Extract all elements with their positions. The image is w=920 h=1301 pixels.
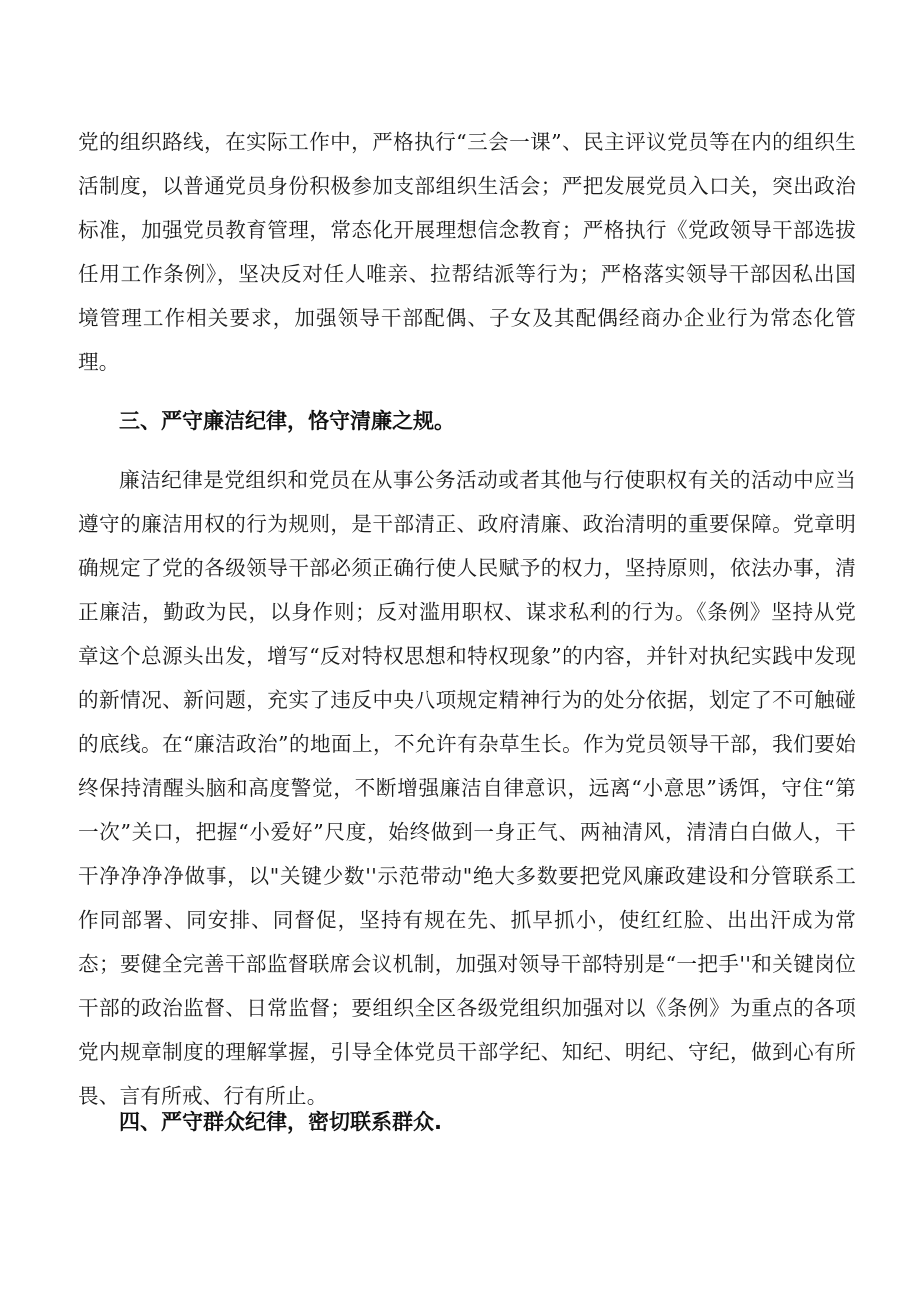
section-heading-integrity-discipline: 三、严守廉洁纪律，恪守清廉之规。 (119, 409, 455, 433)
body-paragraph-continued: 党的组织路线，在实际工作中，严格执行“三会一课”、民主评议党员等在内的组织生活制度，以普通党员身份积极参加支部组织生活会；严把发展党员入口关，突出政治标准，加强党员教育管理，常态化开展理想信念教育；严格执行《党政领导干部选拔任用工作条例》，坚决反对任人唯亲、拉帮结派等行为；严格落实领导干部因私出国境管理工作相关要求，加强领导干部配偶、子女及其配偶经商办企业行为常态化管理。 (78, 130, 856, 374)
section-heading-mass-discipline: 四、严守群众纪律，密切联系群众. (119, 1110, 442, 1134)
body-paragraph-integrity: 廉洁纪律是党组织和党员在从事公务活动或者其他与行使职权有关的活动中应当遵守的廉洁用权的行为规则，是干部清正、政府清廉、政治清明的重要保障。党章明确规定了党的各级领导干部必须正确行使人民赋予的权力，坚持原则，依法办事，清正廉洁，勤政为民，以身作则；反对滥用职权、谋求私利的行为。《条例》坚持从党章这个总源头出发，增写“反对特权思想和特权现象”的内容，并针对执纪实践中发现的新情况、新问题，充实了违反中央八项规定精神行为的处分依据，划定了不可触碰的底线。在“廉洁政治”的地面上，不允许有杂草生长。作为党员领导干部，我们要始终保持清醒头脑和高度警觉，不断增强廉洁自律意识，远离“小意思”诱饵，守住“第一次”关口，把握“小爱好”尺度，始终做到一身正气、两袖清风，清清白白做人，干干净净净净做事，以"关键少数''示范带动"绝大多数要把党风廉政建设和分管联系工作同部署、同安排、同督促，坚持有规在先、抓早抓小，使红红脸、出出汗成为常态；要健全完善干部监督联席会议机制，加强对领导干部特别是“一把手''和关键岗位干部的政治监督、日常监督；要组织全区各级党组织加强对以《条例》为重点的各项党内规章制度的理解掌握，引导全体党员干部学纪、知纪、明纪、守纪，做到心有所畏、言有所戒、行有所止。 (78, 468, 856, 1108)
